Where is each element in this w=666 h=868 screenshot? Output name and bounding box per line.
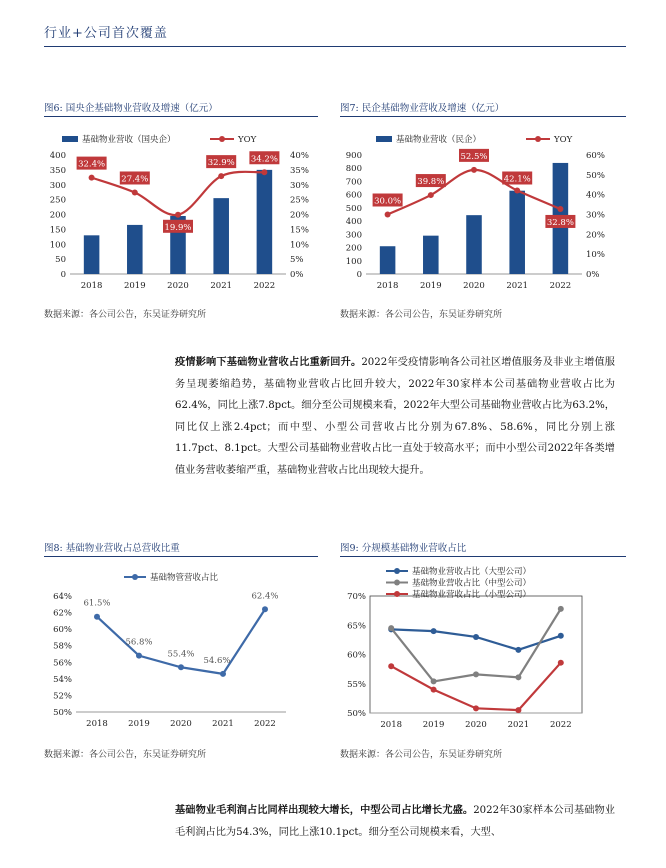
y-tick-label: 52% — [53, 691, 72, 702]
y2-tick-label: 10% — [586, 250, 605, 261]
fig8-title-rule — [44, 556, 318, 557]
y-tick-label: 200 — [49, 210, 66, 221]
series-point — [431, 687, 437, 693]
bar — [509, 191, 525, 274]
y-tick-label: 900 — [345, 151, 362, 161]
x-tick-label: 2018 — [86, 719, 108, 729]
x-tick-label: 2022 — [549, 281, 572, 291]
series-point — [515, 707, 521, 713]
yoy-label: 32.4% — [78, 159, 106, 170]
legend-line-label: YOY — [554, 135, 573, 145]
x-tick-label: 2022 — [253, 281, 276, 291]
y-tick-label: 100 — [49, 240, 66, 251]
y-tick-label: 50 — [55, 255, 66, 266]
yoy-point — [557, 206, 563, 212]
series-point — [558, 633, 564, 639]
yoy-point — [132, 189, 138, 195]
y2-tick-label: 35% — [290, 165, 309, 176]
x-tick-label: 2021 — [210, 281, 233, 291]
y2-tick-label: 40% — [586, 190, 605, 201]
legend-label: 基础物管营收占比 — [150, 573, 219, 583]
y-tick-label: 62% — [53, 608, 72, 619]
legend-bar-label: 基础物业营收（国央企） — [82, 135, 176, 145]
yoy-label: 52.5% — [460, 151, 488, 162]
bar — [213, 198, 229, 274]
yoy-label: 42.1% — [503, 174, 531, 185]
fig6-title-rule — [44, 116, 318, 117]
y-tick-label: 500 — [345, 203, 362, 214]
legend-line-marker — [219, 136, 225, 142]
x-tick-label: 2020 — [170, 719, 192, 729]
y2-tick-label: 20% — [586, 230, 605, 241]
y-tick-label: 0 — [60, 270, 66, 280]
y-tick-label: 70% — [347, 592, 366, 602]
series-point — [473, 634, 479, 640]
y2-tick-label: 25% — [290, 195, 309, 206]
y2-tick-label: 10% — [290, 240, 309, 251]
data-label: 56.8% — [125, 637, 153, 648]
legend-label: 基础物业营收占比（大型公司） — [412, 567, 532, 577]
paragraph-gross-profit-share — [175, 800, 615, 843]
data-label: 55.4% — [167, 649, 195, 660]
paragraph-base-property-share — [175, 352, 615, 481]
series-point — [431, 678, 437, 684]
yoy-point — [89, 175, 95, 181]
x-tick-label: 2021 — [507, 720, 530, 730]
paragraph-1-body: 2022年受疫情影响各公司社区增值服务及非业主增值服务呈现萎缩趋势，基础物业营收占比回升较大，2022年30家样本公司基础物业营收占比为62.4%，同比上涨7.8pct。细分至公司规模来看，2022年大型公司基础物业营收占比为63.2%，同比仅上涨2.4pct；而中型、小型公司营收占比分别为67.8%、58.6%，同比分别上涨11.7pct、8.1pct。大型公司基础物业营收占比一直处于较高水平；而中小型公司2022年各类增值业务营收萎缩严重，基础物业营收占比出现较大提升。 — [175, 357, 615, 476]
yoy-point — [385, 212, 391, 218]
paragraph-2-lead: 基础物业毛利润占比同样出现较大增长，中型公司占比增长尤盛。 — [175, 804, 474, 816]
legend-bar-label: 基础物业营收（民企） — [396, 135, 482, 145]
yoy-label: 19.9% — [164, 222, 192, 233]
y-tick-label: 200 — [345, 243, 362, 254]
fig7-title-rule — [340, 116, 626, 117]
series-point — [94, 614, 100, 620]
fig7-source: 数据来源：各公司公告，东吴证券研究所 — [340, 310, 503, 320]
x-tick-label: 2018 — [380, 720, 403, 730]
series-point — [473, 705, 479, 711]
y-tick-label: 250 — [49, 195, 66, 206]
paragraph-1-lead: 疫情影响下基础物业营收占比重新回升。 — [175, 356, 362, 368]
x-tick-label: 2020 — [463, 281, 485, 291]
x-tick-label: 2019 — [419, 281, 442, 291]
fig7-chart — [336, 128, 628, 298]
fig8-chart — [40, 565, 326, 737]
x-tick-label: 2022 — [549, 720, 572, 730]
fig8-title: 图8: 基础物业营收占总营收比重 — [44, 543, 180, 554]
x-tick-label: 2022 — [254, 719, 276, 729]
x-tick-label: 2018 — [80, 281, 103, 291]
y-tick-label: 58% — [53, 641, 72, 652]
y-tick-label: 0 — [356, 270, 362, 280]
series-point — [388, 625, 394, 631]
y2-tick-label: 0% — [290, 270, 304, 280]
yoy-line — [388, 170, 561, 215]
x-tick-label: 2021 — [506, 281, 529, 291]
fig8-source: 数据来源：各公司公告，东吴证券研究所 — [44, 750, 207, 760]
series-point — [178, 664, 184, 670]
yoy-label: 30.0% — [374, 196, 402, 207]
y-tick-label: 60% — [347, 650, 366, 661]
y-tick-label: 55% — [347, 679, 366, 690]
y-tick-label: 56% — [53, 658, 72, 669]
yoy-label: 32.8% — [546, 217, 574, 228]
fig6-chart — [40, 128, 326, 298]
yoy-label: 27.4% — [121, 174, 149, 185]
series-point — [136, 653, 142, 659]
y2-tick-label: 60% — [586, 151, 605, 161]
data-label: 61.5% — [83, 598, 111, 609]
legend-bar-swatch — [62, 136, 78, 142]
x-tick-label: 2019 — [123, 281, 146, 291]
x-tick-label: 2020 — [167, 281, 189, 291]
yoy-label: 39.8% — [417, 177, 445, 188]
series-point — [262, 606, 268, 612]
fig9-title-rule — [340, 556, 626, 557]
series-point — [473, 671, 479, 677]
data-label: 62.4% — [251, 591, 279, 602]
legend-line-marker — [394, 568, 400, 574]
y2-tick-label: 5% — [290, 255, 304, 266]
y-tick-label: 700 — [345, 177, 362, 188]
bar — [466, 215, 482, 274]
y2-tick-label: 40% — [290, 151, 309, 161]
series-line — [391, 663, 561, 710]
y2-tick-label: 30% — [290, 180, 309, 191]
y-tick-label: 64% — [53, 592, 72, 602]
data-label: 54.6% — [203, 655, 231, 666]
y-tick-label: 50% — [53, 708, 72, 718]
bar — [380, 246, 396, 274]
page-header-title: 行业+公司首次覆盖 — [44, 26, 168, 41]
bar — [84, 235, 100, 274]
y-tick-label: 350 — [49, 165, 66, 176]
y-tick-label: 600 — [345, 190, 362, 201]
bar — [257, 170, 273, 274]
legend-line-label: YOY — [238, 135, 257, 145]
y-tick-label: 60% — [53, 625, 72, 636]
yoy-line — [92, 172, 265, 215]
series-point — [220, 671, 226, 677]
bar — [423, 236, 439, 274]
y-tick-label: 150 — [49, 225, 66, 236]
y-tick-label: 50% — [347, 709, 366, 719]
yoy-point — [218, 173, 224, 179]
legend-line-marker — [394, 580, 400, 586]
fig9-title: 图9: 分规模基础物业营收占比 — [340, 543, 467, 554]
yoy-point — [514, 188, 520, 194]
x-tick-label: 2019 — [422, 720, 445, 730]
legend-label: 基础物业营收占比（小型公司） — [412, 590, 532, 600]
legend-bar-swatch — [376, 136, 392, 142]
series-point — [558, 660, 564, 666]
yoy-point — [261, 169, 267, 175]
legend-line-marker — [132, 574, 138, 580]
series-line — [97, 609, 265, 674]
header-divider — [44, 46, 626, 47]
series-point — [431, 628, 437, 634]
fig7-title: 图7: 民企基础物业营收及增速（亿元） — [340, 103, 505, 114]
x-tick-label: 2018 — [376, 281, 399, 291]
yoy-point — [471, 167, 477, 173]
series-point — [515, 674, 521, 680]
x-tick-label: 2019 — [128, 719, 150, 729]
paragraph-2-body: 2022年30家样本公司基础物业毛利润占比为54.3%，同比上涨10.1pct。细分至公司规模来看，大型、 — [175, 805, 615, 838]
x-tick-label: 2021 — [212, 719, 234, 729]
y-tick-label: 54% — [53, 674, 72, 685]
yoy-point — [428, 192, 434, 198]
yoy-point — [175, 212, 181, 218]
y2-tick-label: 20% — [290, 210, 309, 221]
y2-tick-label: 50% — [586, 170, 605, 181]
y-tick-label: 300 — [345, 230, 362, 241]
fig9-chart — [336, 560, 628, 737]
fig6-title: 图6: 国央企基础物业营收及增速（亿元） — [44, 103, 218, 114]
bar — [127, 225, 143, 274]
legend-line-marker — [394, 591, 400, 597]
y-tick-label: 100 — [345, 256, 362, 267]
fig6-source: 数据来源：各公司公告，东吴证券研究所 — [44, 310, 207, 320]
y-tick-label: 300 — [49, 180, 66, 191]
y2-tick-label: 0% — [586, 270, 600, 280]
y2-tick-label: 15% — [290, 225, 309, 236]
yoy-label: 32.9% — [207, 158, 235, 169]
legend-label: 基础物业营收占比（中型公司） — [412, 578, 532, 589]
y2-tick-label: 30% — [586, 210, 605, 221]
series-point — [558, 606, 564, 612]
plot-frame — [370, 596, 582, 713]
series-point — [388, 663, 394, 669]
legend-line-marker — [535, 136, 541, 142]
y-tick-label: 65% — [347, 621, 366, 632]
y-tick-label: 400 — [345, 217, 362, 228]
series-point — [515, 647, 521, 653]
y-tick-label: 800 — [345, 164, 362, 175]
fig9-source: 数据来源：各公司公告，东吴证券研究所 — [340, 750, 503, 760]
y-tick-label: 400 — [49, 151, 66, 161]
x-tick-label: 2020 — [465, 720, 487, 730]
yoy-label: 34.2% — [250, 154, 278, 165]
